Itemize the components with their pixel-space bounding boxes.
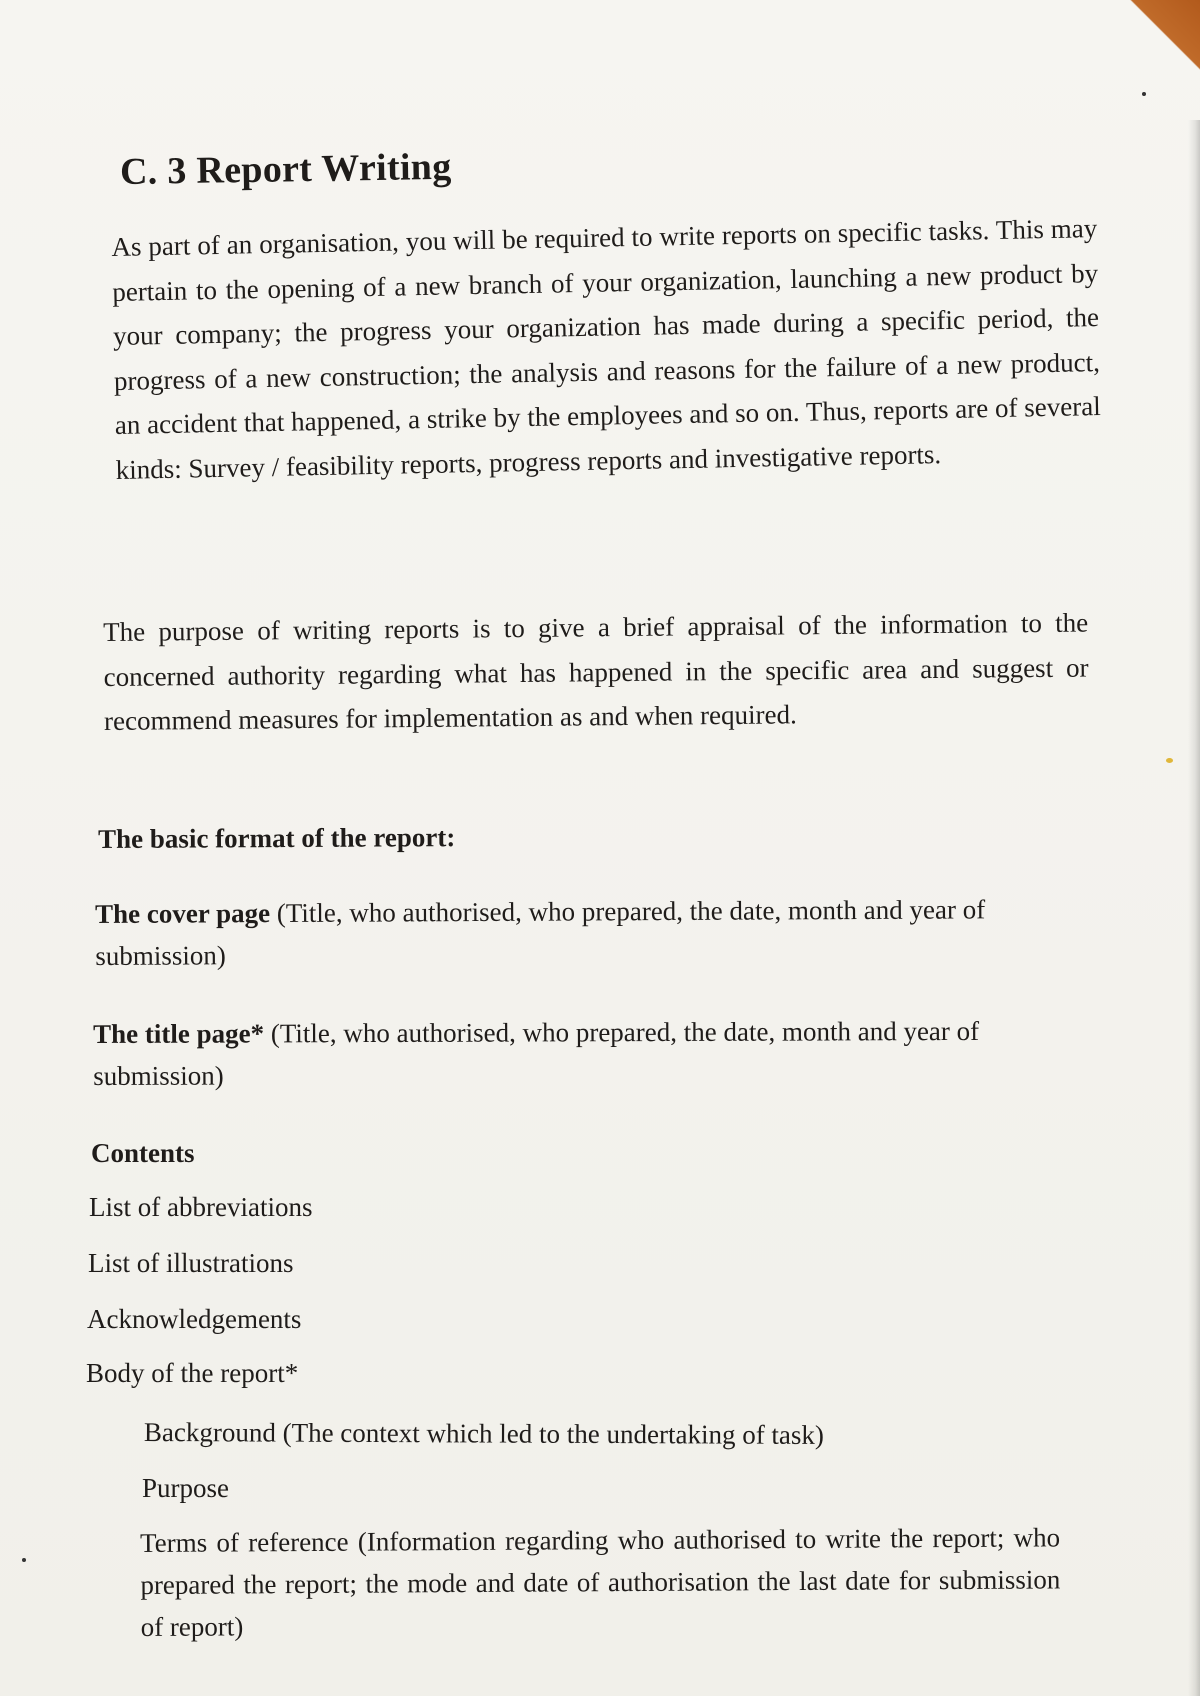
contents-item-body: Body of the report*: [86, 1358, 299, 1388]
body-sub-item-terms-of-reference: Terms of reference (Information regarding who authorised to write the report; who prepared the report; the mode and date of authorisation the last date for submission of report): [140, 1522, 1061, 1642]
intro-paragraph: As part of an organisation, you will be required to write reports on specific tasks. This may pertain to the opening of a new branch of your organization, launching a new product by your company; the progress your organization has made during a specific period, the progress of a new construction; the analysis and reasons for the failure of a new product, an accident that happened, a strike by the employees and so on. Thus, reports are of several kinds: Survey / feasibility reports, progress reports and investigative reports.: [111, 213, 1101, 485]
contents-item-illustrations: List of illustrations: [88, 1248, 294, 1278]
basic-format-heading: The basic format of the report:: [98, 822, 456, 854]
title-page-text: (Title, who authorised, who prepared, the date, month and year of submission): [93, 1015, 980, 1091]
contents-heading: Contents: [91, 1138, 195, 1168]
contents-item-acknowledgements: Acknowledgements: [87, 1304, 302, 1334]
body-sub-item-purpose: Purpose: [142, 1473, 229, 1503]
cover-page-item: [95, 888, 1085, 977]
cover-page-label: The cover page: [95, 898, 271, 929]
cover-page-text: (Title, who authorised, who prepared, the date, month and year of submission): [95, 894, 986, 971]
purpose-paragraph: The purpose of writing reports is to give a brief appraisal of the information to the concerned authority regarding what has happened in the specific area and suggest or recommend measures for implementation as and when required.: [103, 607, 1089, 736]
section-heading: C. 3 Report Writing: [119, 145, 452, 193]
title-page-item: [93, 1010, 1083, 1097]
title-page-label: The title page*: [93, 1018, 265, 1049]
contents-item-abbreviations: List of abbreviations: [89, 1192, 313, 1222]
body-sub-item-background: Background (The context which led to the undertaking of task): [143, 1417, 825, 1450]
